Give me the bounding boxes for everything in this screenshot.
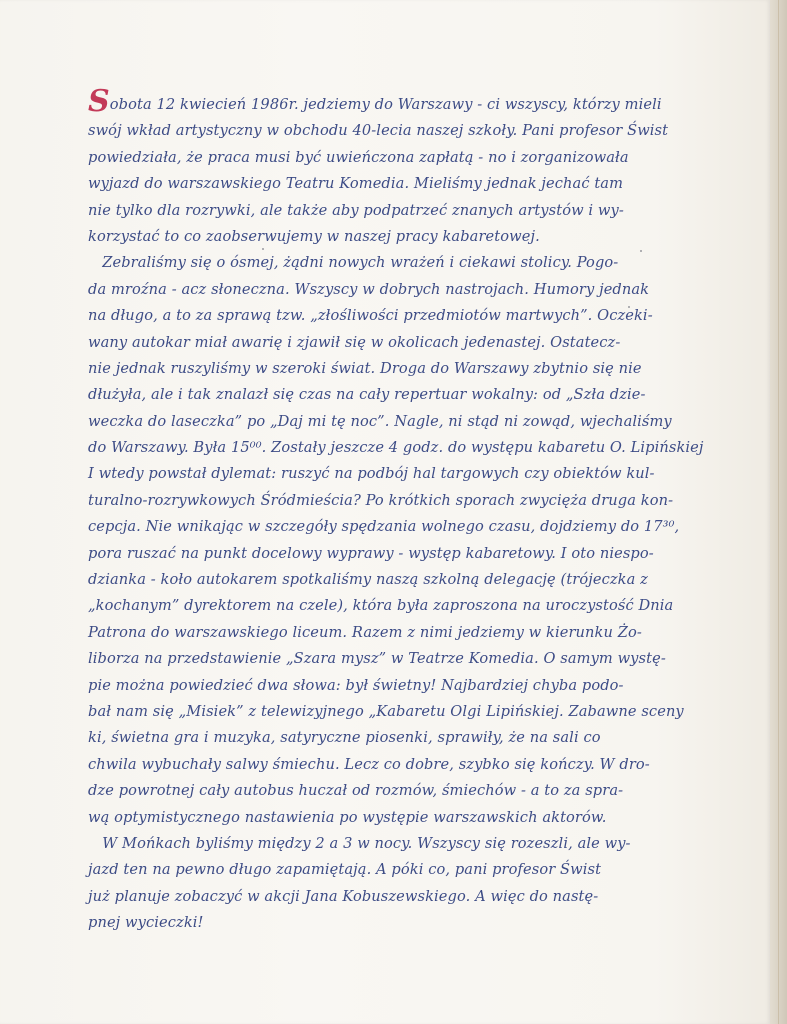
text-line: powiedziała, że praca musi być uwieńczona zapłatą - no i zorganizowała [88, 148, 629, 166]
text-line: na długo, a to za sprawą tzw. „złośliwości przedmiotów martwych”. Oczeki- [88, 307, 653, 325]
decorated-initial: S [88, 84, 110, 119]
text-line: jazd ten na pewno długo zapamiętają. A póki co, pani profesor Świst [88, 861, 602, 879]
text-line: wą optymistycznego nastawienia po występie warszawskich aktorów. [88, 808, 607, 826]
handwritten-text [88, 84, 768, 937]
text-line [88, 84, 768, 119]
text-line: bał nam się „Misiek” z telewizyjnego „Kabaretu Olgi Lipińskiej. Zabawne sceny [88, 702, 684, 720]
first-line-text: obota 12 kwiecień 1986r. jedziemy do Warszawy - ci wszyscy, którzy mieli [109, 96, 662, 113]
text-line: I wtedy powstał dylemat: ruszyć na podbój hal targowych czy obiektów kul- [88, 465, 655, 483]
text-line: liborza na przedstawienie „Szara mysz” w Teatrze Komedia. O samym wystę- [88, 650, 666, 668]
text-line: Patrona do warszawskiego liceum. Razem z nimi jedziemy w kierunku Żo- [88, 623, 642, 641]
text-line: ki, świetna gra i muzyka, satyryczne piosenki, sprawiły, że na sali co [88, 729, 601, 747]
text-lines [88, 118, 768, 936]
text-line: Zebraliśmy się o ósmej, żądni nowych wrażeń i ciekawi stolicy. Pogo- [88, 254, 619, 272]
text-line: pnej wycieczki! [88, 914, 204, 932]
text-line: „kochanym” dyrektorem na czele), która była zaproszona na uroczystość Dnia [88, 597, 674, 615]
text-line: wany autokar miał awarię i zjawił się w okolicach jedenastej. Ostatecz- [88, 333, 621, 351]
text-line: dłużyła, ale i tak znalazł się czas na cały repertuar wokalny: od „Szła dzie- [88, 386, 646, 404]
text-line: korzystać to co zaobserwujemy w naszej pracy kabaretowej. [88, 227, 540, 245]
text-line: da mroźna - acz słoneczna. Wszyscy w dobrych nastrojach. Humory jednak [88, 280, 650, 298]
text-line: W Mońkach byliśmy między 2 a 3 w nocy. Wszyscy się rozeszli, ale wy- [88, 834, 631, 852]
text-line: dzianka - koło autokarem spotkaliśmy naszą szkolną delegację (trójeczka z [88, 571, 648, 589]
text-line: weczka do laseczka” po „Daj mi tę noc”. Nagle, ni stąd ni zowąd, wjechaliśmy [88, 412, 672, 430]
text-line: dze powrotnej cały autobus huczał od rozmów, śmiechów - a to za spra- [88, 782, 624, 800]
page-edge-line [778, 0, 779, 1024]
text-line: pora ruszać na punkt docelowy wyprawy - występ kabaretowy. I oto niespo- [88, 544, 654, 562]
text-line: chwila wybuchały salwy śmiechu. Lecz co dobre, szybko się kończy. W dro- [88, 755, 650, 773]
text-line: turalno-rozrywkowych Śródmieścia? Po krótkich sporach zwycięża druga kon- [88, 491, 674, 509]
text-line: już planuje zobaczyć w akcji Jana Kobuszewskiego. A więc do nastę- [88, 887, 599, 905]
text-line: pie można powiedzieć dwa słowa: był świetny! Najbardziej chyba podo- [88, 676, 624, 694]
text-line: swój wkład artystyczny w obchodu 40-lecia naszej szkoły. Pani profesor Świst [88, 122, 669, 140]
text-line: cepcja. Nie wnikając w szczegóły spędzania wolnego czasu, dojdziemy do 17³⁰, [88, 518, 680, 536]
text-line: do Warszawy. Była 15⁰⁰. Zostały jeszcze 4 godz. do występu kabaretu O. Lipińskiej [88, 439, 704, 457]
text-line: nie jednak ruszyliśmy w szeroki świat. Droga do Warszawy zbytnio się nie [88, 359, 642, 377]
text-line: nie tylko dla rozrywki, ale także aby podpatrzeć znanych artystów i wy- [88, 201, 624, 219]
text-line: wyjazd do warszawskiego Teatru Komedia. Mieliśmy jednak jechać tam [88, 175, 624, 193]
